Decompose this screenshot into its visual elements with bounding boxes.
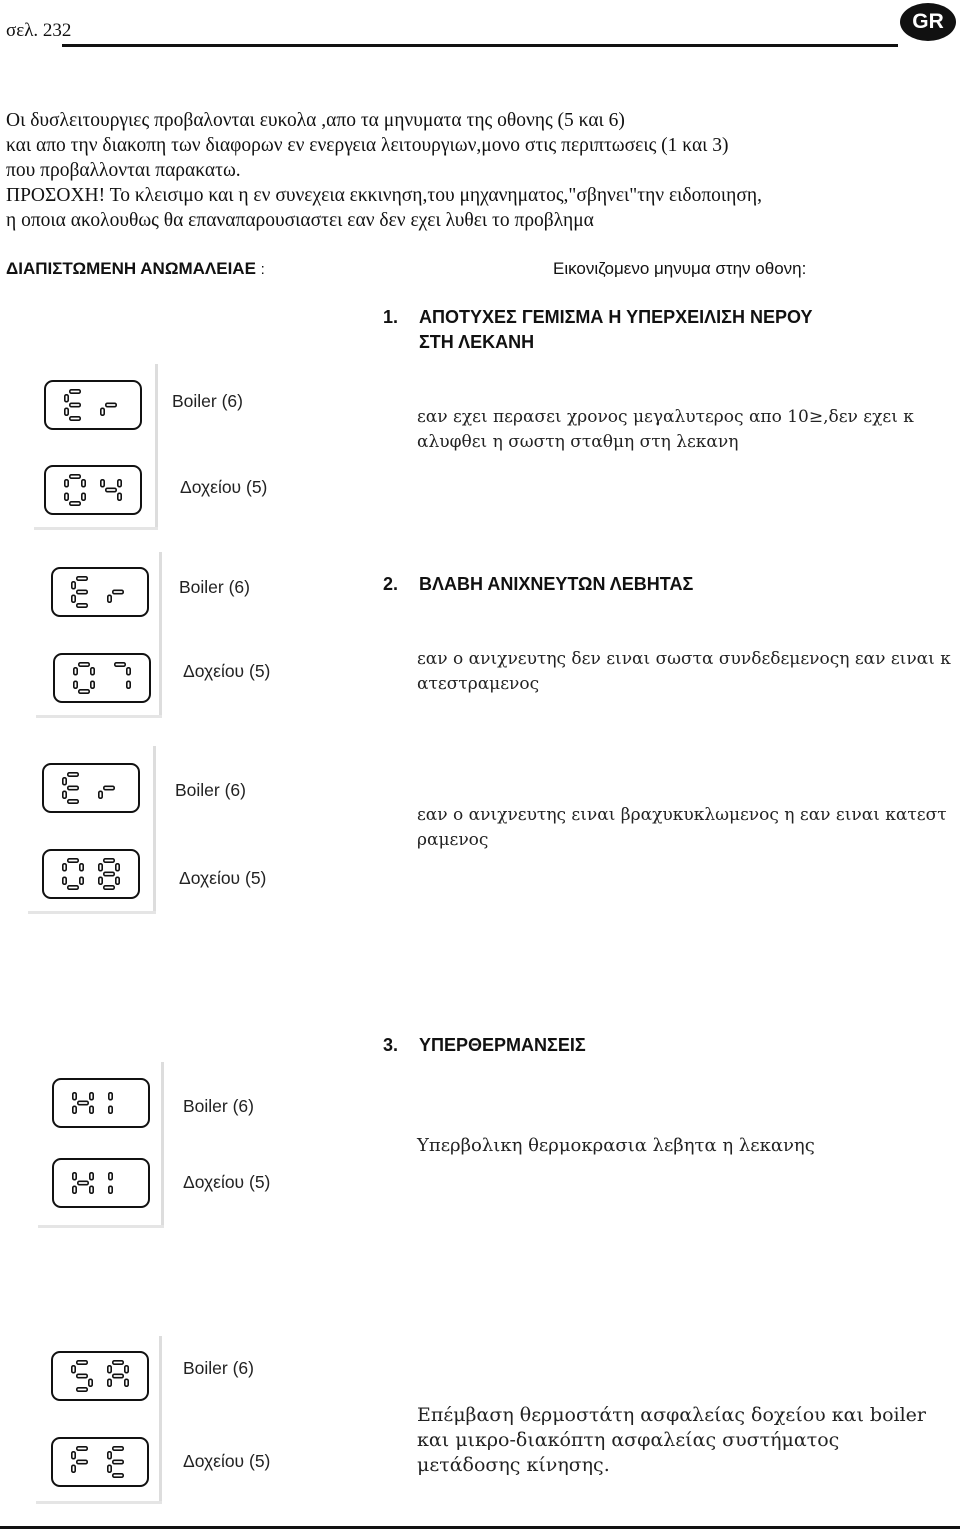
- lcd-segment: [65, 480, 68, 487]
- lcd-segment: [73, 1093, 76, 1100]
- lcd-segment: [74, 668, 77, 675]
- lcd-glyphs: [53, 569, 147, 615]
- lcd-segment: [63, 864, 66, 871]
- anomaly-header-colon: :: [260, 261, 265, 278]
- lcd-segment: [79, 690, 89, 693]
- lcd-segment: [82, 493, 85, 500]
- lcd-segment: [104, 886, 114, 889]
- lcd-segment: [109, 1186, 112, 1193]
- lcd-segment: [108, 1452, 111, 1459]
- lcd-segment: [65, 493, 68, 500]
- error-panel-er-04: [34, 364, 158, 530]
- lcd-glyphs: [46, 467, 140, 513]
- intro-paragraph: [6, 108, 951, 233]
- lcd-segment: [77, 1460, 87, 1463]
- intro-line: ΠΡΟΣΟΧΗ! Το κλεισιμο και η εν συνεχεια εκκινηση,του μηχανηματος,"σβηνει"την ειδοποιηση,: [6, 185, 762, 206]
- lcd-glyphs: [44, 851, 138, 897]
- lcd-segment: [90, 1106, 93, 1113]
- lcd-segment: [108, 1379, 111, 1386]
- lcd-segment: [65, 408, 68, 415]
- description-line: ατεστραμενος: [417, 674, 540, 694]
- lcd-segment: [68, 786, 78, 789]
- lcd-segment: [106, 403, 116, 406]
- lcd-glyphs: [53, 1439, 147, 1485]
- lcd-segment: [73, 1186, 76, 1193]
- description-line: μετάδοσης κίνησης.: [417, 1454, 610, 1476]
- lcd-boiler: [52, 1078, 150, 1128]
- lcd-segment: [72, 595, 75, 602]
- error-panel-er-07: [36, 552, 162, 718]
- lcd-segment: [118, 493, 121, 500]
- lcd-segment: [70, 403, 80, 406]
- tank-label: Δοχείου (5): [180, 477, 268, 497]
- lcd-boiler: [44, 380, 142, 430]
- error-description: [417, 647, 957, 697]
- lcd-segment: [109, 1106, 112, 1113]
- lcd-segment: [78, 1181, 88, 1184]
- lcd-segment: [91, 681, 94, 688]
- error-description: [417, 405, 957, 455]
- lcd-segment: [90, 1093, 93, 1100]
- lcd-segment: [118, 480, 121, 487]
- section-1-title: [383, 305, 812, 355]
- lcd-segment: [115, 663, 125, 666]
- lcd-segment: [73, 1173, 76, 1180]
- description-line: και μικρο-διακόπτη ασφαλείας συστήματος: [417, 1429, 840, 1451]
- section-title-line: ΑΠΟΤΥΧΕΣ ΓΕΜΙΣΜΑ Η ΥΠΕΡΧΕΙΛΙΣΗ ΝΕΡΟΥ: [419, 307, 813, 327]
- section-2-title: [383, 572, 693, 597]
- section-title-line: ΣΤΗ ΛΕΚΑΝΗ: [419, 332, 535, 352]
- lcd-segment: [80, 877, 83, 884]
- lcd-segment: [79, 663, 89, 666]
- lcd-segment: [127, 668, 130, 675]
- lcd-segment: [109, 1173, 112, 1180]
- tank-label: Δοχείου (5): [179, 868, 267, 888]
- lcd-segment: [108, 595, 111, 602]
- lcd-segment: [74, 681, 77, 688]
- lcd-tank: [52, 1158, 150, 1208]
- footer-divider: [0, 1526, 960, 1529]
- lcd-segment: [63, 778, 66, 785]
- lcd-segment: [109, 1093, 112, 1100]
- lcd-segment: [106, 488, 116, 491]
- lcd-boiler: [51, 567, 149, 617]
- lcd-segment: [77, 577, 87, 580]
- lcd-segment: [72, 1452, 75, 1459]
- anomaly-header-text: ΔΙΑΠΙΣΤΩΜΕΝΗ ΑΝΩΜΑΛΕΙΑΕ: [6, 259, 256, 278]
- lcd-segment: [77, 1388, 87, 1391]
- lcd-segment: [77, 1361, 87, 1364]
- lcd-tank: [42, 849, 140, 899]
- lcd-segment: [70, 417, 80, 420]
- lcd-segment: [99, 864, 102, 871]
- lcd-segment: [72, 1366, 75, 1373]
- lcd-segment: [90, 1186, 93, 1193]
- lcd-segment: [68, 859, 78, 862]
- lcd-segment: [99, 877, 102, 884]
- lcd-segment: [91, 668, 94, 675]
- boiler-label: Boiler (6): [183, 1096, 254, 1116]
- lcd-segment: [127, 681, 130, 688]
- lcd-segment: [73, 1106, 76, 1113]
- description-line: ραμενος: [417, 830, 489, 850]
- lcd-segment: [77, 590, 87, 593]
- language-badge: GR: [900, 3, 956, 41]
- lcd-segment: [113, 1447, 123, 1450]
- anomaly-column-header: [6, 259, 265, 279]
- lcd-glyphs: [46, 382, 140, 428]
- description-line: εαν εχει περασει χρονος μεγαλυτερος απο 10≥,δεν εχει κ: [417, 407, 914, 427]
- lcd-segment: [80, 864, 83, 871]
- boiler-label: Boiler (6): [179, 577, 250, 597]
- lcd-glyphs: [53, 1353, 147, 1399]
- lcd-segment: [104, 872, 114, 875]
- lcd-tank: [53, 653, 151, 703]
- intro-line: που προβαλλονται παρακατω.: [6, 160, 241, 181]
- boiler-label: Boiler (6): [172, 391, 243, 411]
- lcd-segment: [113, 1474, 123, 1477]
- lcd-segment: [77, 604, 87, 607]
- lcd-glyphs: [54, 1080, 148, 1126]
- lcd-segment: [113, 590, 123, 593]
- lcd-segment: [63, 791, 66, 798]
- section-3-title: [383, 1033, 586, 1058]
- lcd-segment: [82, 480, 85, 487]
- lcd-segment: [72, 1465, 75, 1472]
- lcd-segment: [101, 408, 104, 415]
- lcd-segment: [68, 886, 78, 889]
- lcd-segment: [125, 1379, 128, 1386]
- lcd-segment: [108, 1465, 111, 1472]
- lcd-segment: [113, 1361, 123, 1364]
- lcd-segment: [90, 1173, 93, 1180]
- lcd-segment: [70, 475, 80, 478]
- lcd-segment: [116, 864, 119, 871]
- section-number: 2.: [383, 574, 399, 594]
- lcd-glyphs: [55, 655, 149, 701]
- lcd-segment: [125, 1366, 128, 1373]
- lcd-segment: [104, 859, 114, 862]
- description-line: Υπερβολικη θερμοκρασια λεβητα η λεκανης: [417, 1135, 815, 1156]
- tank-label: Δοχείου (5): [183, 1172, 271, 1192]
- lcd-segment: [104, 786, 114, 789]
- intro-line: η οποια ακολουθως θα επαναπαρουσιαστει εαν δεν εχει λυθει το προβλημα: [6, 210, 594, 231]
- description-line: εαν ο ανιχνευτης δεν ειναι σωστα συνδεδεμενοςη εαν ειναι κ: [417, 649, 951, 669]
- lcd-segment: [77, 1374, 87, 1377]
- header-divider: [62, 44, 898, 47]
- lcd-boiler: [51, 1351, 149, 1401]
- lcd-segment: [72, 582, 75, 589]
- lcd-segment: [116, 877, 119, 884]
- error-panel-hi-hi: [38, 1062, 164, 1228]
- section-number: 1.: [383, 307, 399, 327]
- lcd-segment: [70, 502, 80, 505]
- description-line: Επέμβαση θερμοστάτη ασφαλείας δοχείου και boiler: [417, 1404, 927, 1426]
- lcd-segment: [89, 1379, 92, 1386]
- tank-label: Δοχείου (5): [183, 661, 271, 681]
- lcd-tank: [44, 465, 142, 515]
- lcd-segment: [77, 1447, 87, 1450]
- lcd-segment: [113, 1374, 123, 1377]
- section-title-line: ΒΛΑΒΗ ΑΝΙΧΝΕΥΤΩΝ ΛΕΒΗΤΑΣ: [419, 574, 694, 594]
- lcd-segment: [70, 390, 80, 393]
- description-line: αλυφθει η σωστη σταθμη στη λεκανη: [417, 432, 739, 452]
- lcd-segment: [68, 773, 78, 776]
- lcd-segment: [108, 1366, 111, 1373]
- error-description: [417, 1133, 957, 1158]
- lcd-glyphs: [54, 1160, 148, 1206]
- section-title-line: ΥΠΕΡΘΕΡΜΑΝΣΕΙΣ: [419, 1035, 586, 1055]
- lcd-segment: [99, 791, 102, 798]
- tank-label: Δοχείου (5): [183, 1451, 271, 1471]
- error-panel-er-08: [28, 746, 156, 914]
- lcd-segment: [63, 877, 66, 884]
- lcd-segment: [65, 395, 68, 402]
- lcd-segment: [68, 800, 78, 803]
- lcd-boiler: [42, 763, 140, 813]
- page-number: σελ. 232: [6, 20, 72, 41]
- boiler-label: Boiler (6): [183, 1358, 254, 1378]
- lcd-segment: [113, 1460, 123, 1463]
- error-description: [417, 1403, 957, 1478]
- lcd-segment: [101, 480, 104, 487]
- error-panel-sa-fe: [36, 1336, 162, 1504]
- lcd-glyphs: [44, 765, 138, 811]
- lcd-tank: [51, 1437, 149, 1487]
- intro-line: και απο την διακοπη των διαφορων εν ενεργεια λειτουργιων,μονο στις περιπτωσεις (1 και 3): [6, 135, 729, 156]
- intro-line: Οι δυσλειτουργιες προβαλονται ευκολα ,απο τα μηνυματα της οθονης (5 και 6): [6, 110, 625, 131]
- boiler-label: Boiler (6): [175, 780, 246, 800]
- display-column-header: Εικονιζομενο μηνυμα στην οθονη:: [553, 259, 807, 278]
- lcd-segment: [78, 1101, 88, 1104]
- error-description: [417, 803, 957, 853]
- description-line: εαν ο ανιχνευτης ειναι βραχυκυκλωμενος η εαν ειναι κατεστ: [417, 805, 947, 825]
- section-number: 3.: [383, 1035, 399, 1055]
